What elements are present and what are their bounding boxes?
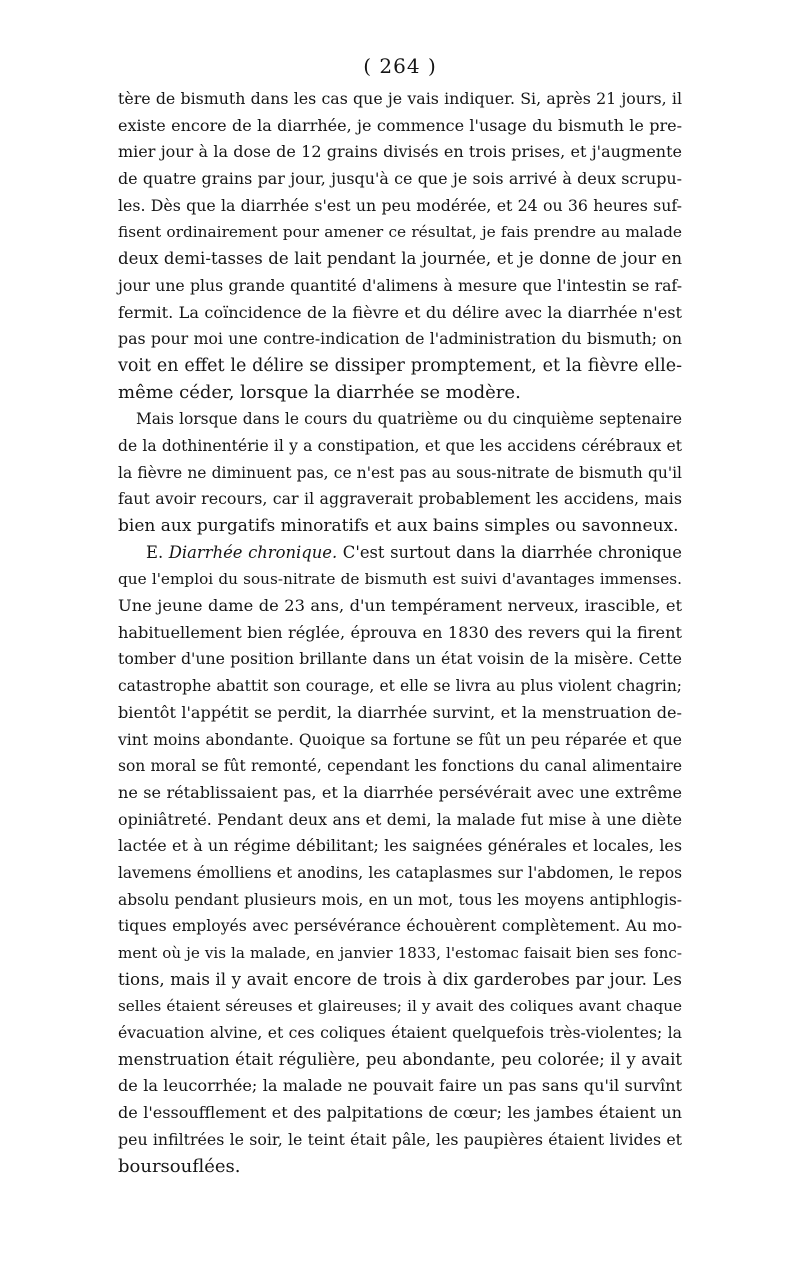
text-line: de la dothinentérie il y a constipation, et que les accidens cérébraux et bbox=[118, 436, 682, 455]
page-number: ( 264 ) bbox=[363, 54, 437, 78]
text-line: peu infiltrées le soir, le teint était pâle, les paupières étaient livides et bbox=[118, 1129, 682, 1149]
text-line: mier jour à la dose de 12 grains divisés en trois prises, et j'augmente bbox=[118, 142, 682, 162]
text-line: existe encore de la diarrhée, je commence l'usage du bismuth le pre- bbox=[118, 115, 682, 135]
text-line: tère de bismuth dans les cas que je vais indiquer. Si, après 21 jours, il bbox=[118, 89, 682, 108]
text-line: voit en effet le délire se dissiper promptement, et la fièvre elle- bbox=[118, 355, 682, 376]
text-line: de quatre grains par jour, jusqu'à ce que je sois arrivé à deux scrupu- bbox=[118, 169, 682, 189]
text-line: faut avoir recours, car il aggraverait probablement les accidens, mais bbox=[118, 489, 682, 509]
text-line: jour une plus grande quantité d'alimens à mesure que l'intestin se raf- bbox=[118, 275, 682, 295]
text-line: menstruation était régulière, peu abondante, peu colorée; il y avait bbox=[118, 1049, 682, 1069]
text-line: selles étaient séreuses et glaireuses; il y avait des coliques avant chaque bbox=[118, 997, 682, 1016]
text-line: habituellement bien réglée, éprouva en 1830 des revers qui la firent bbox=[118, 622, 682, 642]
text-line: son moral se fût remonté, cependant les fonctions du canal alimentaire bbox=[118, 757, 682, 776]
text-line: la fièvre ne diminuent pas, ce n'est pas au sous-nitrate de bismuth qu'il bbox=[118, 463, 682, 482]
text-line: pas pour moi une contre-indication de l'administration du bismuth; on bbox=[118, 329, 682, 349]
text-line: tomber d'une position brillante dans un état voisin de la misère. Cette bbox=[118, 649, 682, 669]
text-line: tions, mais il y avait encore de trois à dix garderobes par jour. Les bbox=[118, 969, 682, 989]
text-line: boursouflées. bbox=[118, 1155, 241, 1177]
text-line: lavemens émolliens et anodins, les cataplasmes sur l'abdomen, le repos bbox=[118, 863, 682, 882]
body-text bbox=[118, 86, 682, 1180]
section-heading-line bbox=[118, 540, 682, 567]
text-line: bien aux purgatifs minoratifs et aux bains simples ou savonneux. bbox=[118, 516, 679, 536]
text-line: de la leucorrhée; la malade ne pouvait faire un pas sans qu'il survînt bbox=[118, 1076, 682, 1096]
text-line: opiniâtreté. Pendant deux ans et demi, la malade fut mise à une diète bbox=[118, 809, 682, 829]
text-line: ment où je vis la malade, en janvier 1833, l'estomac faisait bien ses fonc- bbox=[118, 944, 682, 962]
text-line: tiques employés avec persévérance échouèrent complètement. Au mo- bbox=[118, 916, 682, 936]
section-title: Diarrhée chronique. bbox=[168, 542, 338, 562]
paragraph bbox=[118, 406, 682, 539]
text-line: fisent ordinairement pour amener ce résultat, je fais prendre au malade bbox=[118, 223, 682, 242]
text-line: les. Dès que la diarrhée s'est un peu modérée, et 24 ou 36 heures suf- bbox=[118, 195, 682, 215]
text-line: évacuation alvine, et ces coliques étaient quelquefois très-violentes; la bbox=[118, 1023, 682, 1043]
text-line: Mais lorsque dans le cours du quatrième ou du cinquième septenaire bbox=[136, 410, 682, 429]
text-line: vint moins abondante. Quoique sa fortune se fût un peu réparée et que bbox=[118, 730, 682, 749]
text-line: lactée et à un régime débilitant; les saignées générales et locales, les bbox=[118, 836, 682, 856]
text-line: deux demi-tasses de lait pendant la journée, et je donne de jour en bbox=[118, 249, 682, 269]
paragraph bbox=[118, 540, 682, 1181]
text-line: ne se rétablissaient pas, et la diarrhée persévérait avec une extrême bbox=[118, 782, 682, 802]
section-label: E. bbox=[146, 542, 164, 562]
text-line: Une jeune dame de 23 ans, d'un tempérament nerveux, irascible, et bbox=[118, 596, 682, 616]
text-line: absolu pendant plusieurs mois, en un mot, tous les moyens antiphlogis- bbox=[118, 890, 682, 909]
text-line: de l'essoufflement et des palpitations de cœur; les jambes étaient un bbox=[118, 1103, 682, 1123]
text-line: bientôt l'appétit se perdit, la diarrhée survint, et la menstruation de- bbox=[118, 702, 682, 722]
text-line: catastrophe abattit son courage, et elle se livra au plus violent chagrin; bbox=[118, 677, 682, 696]
section-lead-text: C'est surtout dans la diarrhée chronique bbox=[337, 542, 682, 562]
text-line: même céder, lorsque la diarrhée se modère. bbox=[118, 381, 521, 403]
text-line: que l'emploi du sous-nitrate de bismuth est suivi d'avantages immenses. bbox=[118, 570, 682, 589]
paragraph bbox=[118, 86, 682, 406]
text-line: fermit. La coïncidence de la fièvre et du délire avec la diarrhée n'est bbox=[118, 302, 682, 322]
